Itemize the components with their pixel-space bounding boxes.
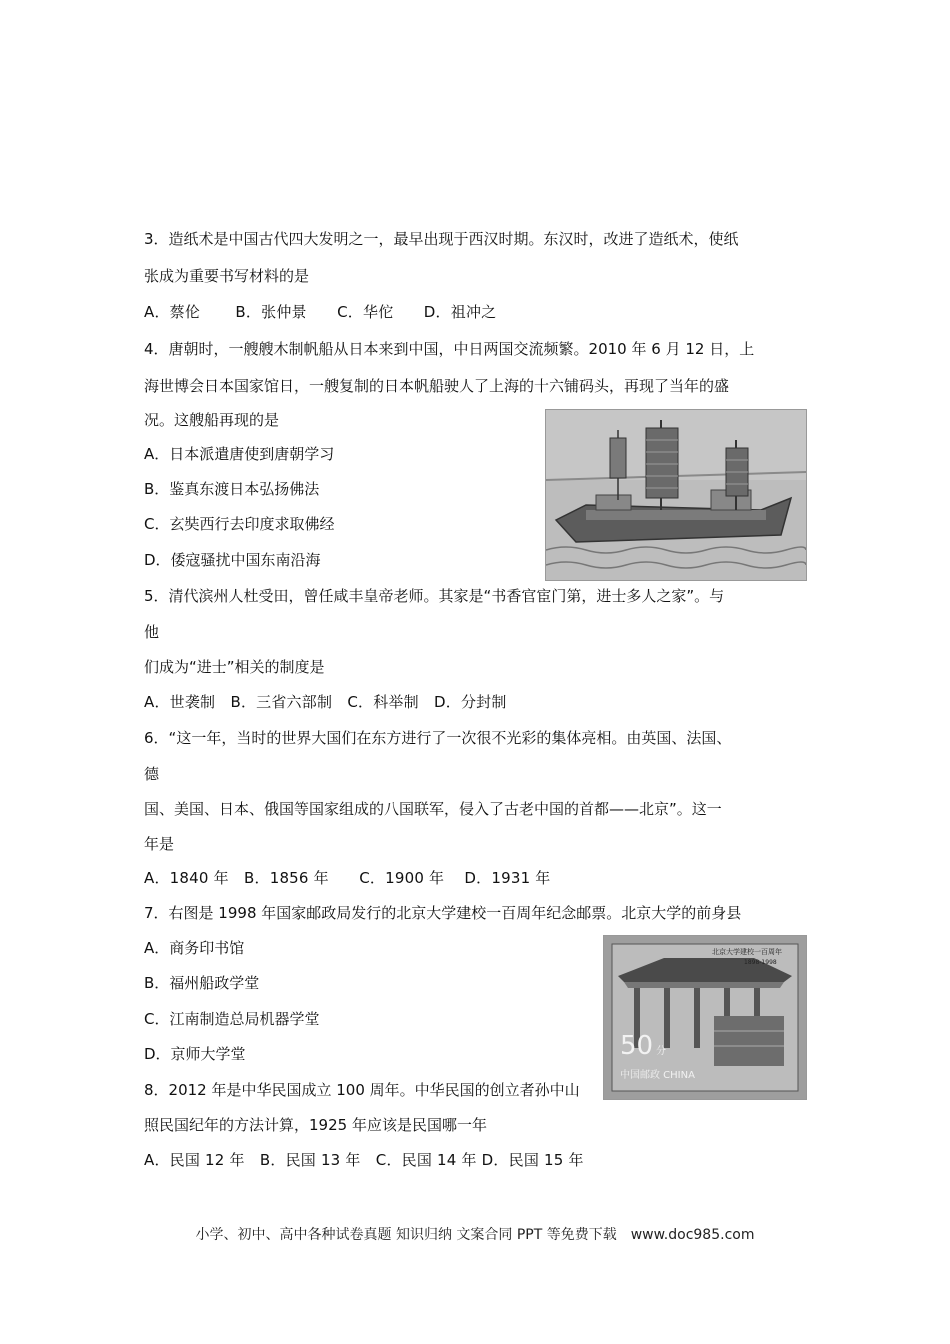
stamp-illustration <box>604 936 806 1099</box>
q5-options: A．世袭制 B．三省六部制 C．科举制 D．分封制 <box>144 693 507 711</box>
q8-stem-line1: 8．2012 年是中华民国成立 100 周年。中华民国的创立者孙中山 <box>144 1081 580 1099</box>
q5-stem-line2: 他 <box>144 623 160 641</box>
q7-option-a: A．商务印书馆 <box>144 939 245 957</box>
q5-stem-line1: 5．清代滨州人杜受田，曾任咸丰皇帝老师。其家是“书香官宦门第，进士多人之家”。与 <box>144 587 725 605</box>
q7-stem-line1: 7．右图是 1998 年国家邮政局发行的北京大学建校一百周年纪念邮票。北京大学的前身县 <box>144 904 742 922</box>
q4-stem-line1: 4．唐朝时，一艘艘木制帆船从日本来到中国，中日两国交流频繁。2010 年 6 月 12 日，上 <box>144 340 755 358</box>
q6-stem-line1: 6．“这一年，当时的世界大国们在东方进行了一次很不光彩的集体亮相。由英国、法国、 <box>144 729 732 747</box>
page-footer: 小学、初中、高中各种试卷真题 知识归纳 文案合同 PPT 等免费下载 www.doc985.com <box>195 1227 755 1243</box>
q6-options: A．1840 年 B．1856 年 C．1900 年 D．1931 年 <box>144 869 551 887</box>
q7-option-c: C．江南制造总局机器学堂 <box>144 1010 320 1028</box>
stamp-figure <box>603 935 807 1100</box>
ship-figure <box>545 409 807 581</box>
q3-stem-line2: 张成为重要书写材料的是 <box>144 267 310 285</box>
stamp-unit: 分 <box>656 1046 666 1057</box>
q4-stem-line2: 海世博会日本国家馆日，一艘复制的日本帆船驶人了上海的十六铺码头，再现了当年的盛 <box>144 377 730 395</box>
q6-stem-line2: 德 <box>144 765 160 783</box>
q3-options: A．蔡伦 B．张仲景 C．华佗 D．祖冲之 <box>144 303 497 321</box>
stamp-title: 北京大学建校一百周年 <box>712 948 782 956</box>
stamp-years: 1898-1998 <box>744 959 777 966</box>
q4-stem-line3: 况。这艘船再现的是 <box>144 411 280 429</box>
q4-option-a: A．日本派遣唐使到唐朝学习 <box>144 445 335 463</box>
q4-option-c: C．玄奘西行去印度求取佛经 <box>144 515 335 533</box>
ship-illustration <box>546 410 806 580</box>
q6-stem-line3: 国、美国、日本、俄国等国家组成的八国联军，侵入了古老中国的首都——北京”。这一 <box>144 800 722 818</box>
q7-option-d: D．京师大学堂 <box>144 1045 246 1063</box>
q4-option-b: B．鉴真东渡日本弘扬佛法 <box>144 480 320 498</box>
q4-option-d: D．倭寇骚扰中国东南沿海 <box>144 551 321 569</box>
stamp-country: 中国邮政 CHINA <box>620 1070 695 1081</box>
stamp-value: 50 <box>620 1031 654 1061</box>
q5-stem-line3: 们成为“进士”相关的制度是 <box>144 658 325 676</box>
q8-options: A．民国 12 年 B．民国 13 年 C．民国 14 年 D．民国 15 年 <box>144 1151 584 1169</box>
q8-stem-line2: 照民国纪年的方法计算，1925 年应该是民国哪一年 <box>144 1116 487 1134</box>
q7-option-b: B．福州船政学堂 <box>144 974 260 992</box>
q6-stem-line4: 年是 <box>144 835 175 853</box>
q3-stem-line1: 3．造纸术是中国古代四大发明之一，最早出现于西汉时期。东汉时，改进了造纸术，使纸 <box>144 230 739 248</box>
